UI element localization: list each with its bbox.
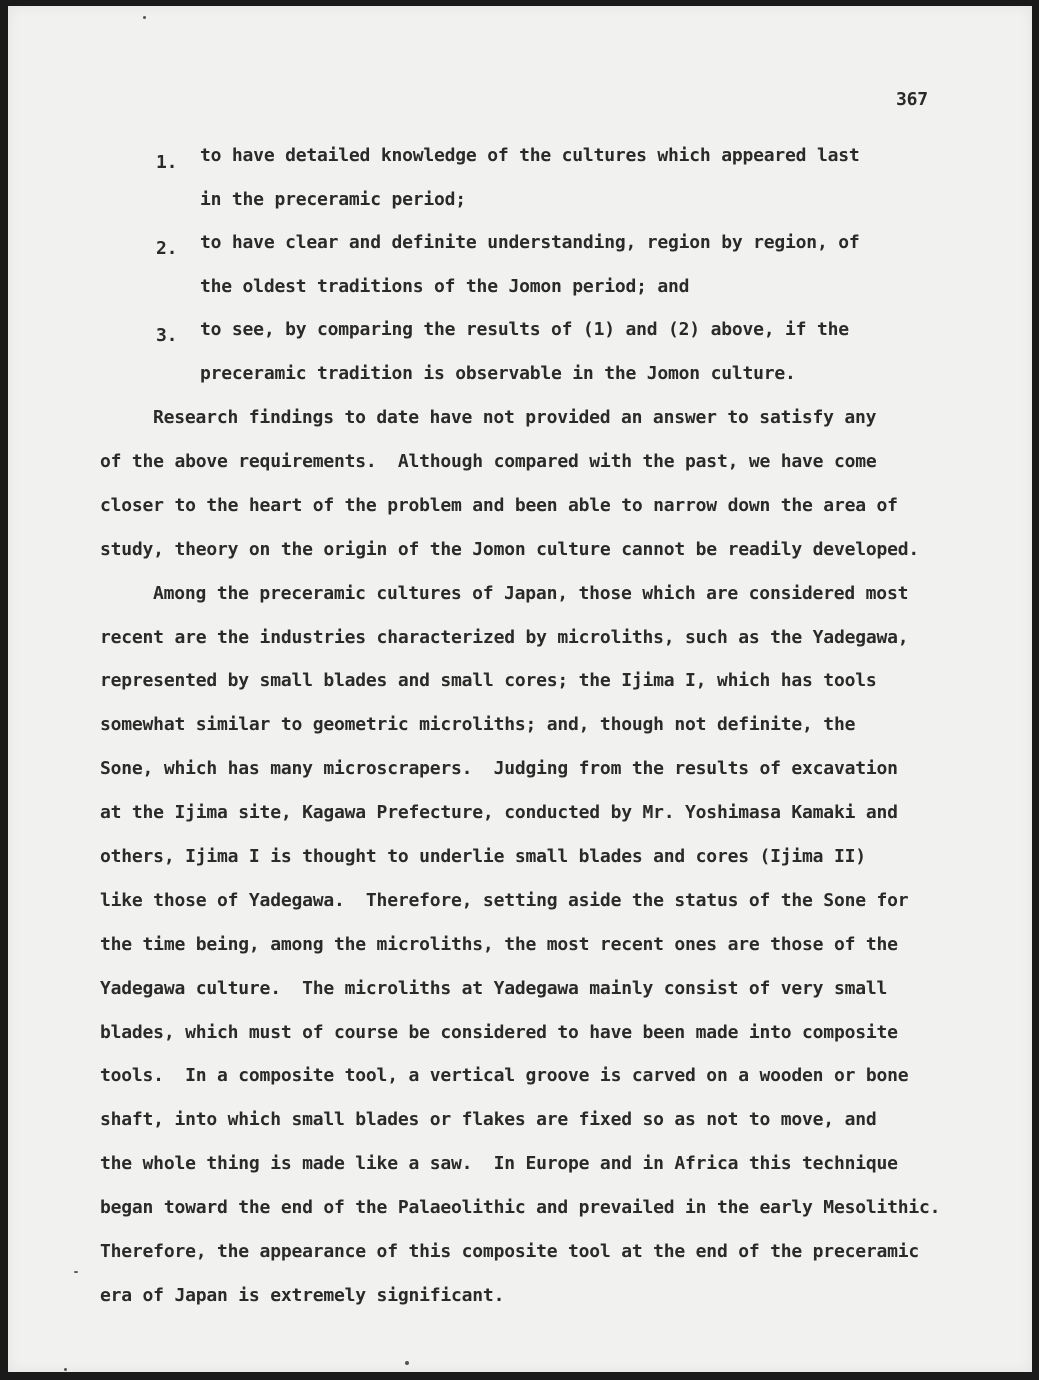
paragraph-line: era of Japan is extremely significant. [100, 1285, 505, 1306]
paragraph-line: others, Ijima I is thought to underlie small blades and cores (Ijima II) [100, 846, 866, 867]
scan-speck [405, 1361, 409, 1365]
paragraph-line: blades, which must of course be considered to have been made into composite [100, 1022, 898, 1043]
list-item-number: 3. [156, 325, 178, 346]
paragraph-line: the time being, among the microliths, the most recent ones are those of the [100, 934, 898, 955]
paragraph-line: Among the preceramic cultures of Japan, those which are considered most [153, 583, 909, 604]
paragraph-line: recent are the industries characterized by microliths, such as the Yadegawa, [100, 627, 909, 648]
list-item-line: preceramic tradition is observable in the Jomon culture. [200, 363, 796, 384]
paragraph-line: study, theory on the origin of the Jomon culture cannot be readily developed. [100, 539, 920, 560]
paragraph-line: represented by small blades and small cores; the Ijima I, which has tools [100, 670, 877, 691]
document-page [8, 6, 1032, 1372]
list-item-number: 2. [156, 238, 178, 259]
page-number: 367 [896, 89, 928, 110]
paragraph-line: Research findings to date have not provided an answer to satisfy any [153, 407, 877, 428]
scan-speck [74, 1271, 78, 1273]
scan-speck [64, 1368, 67, 1371]
paragraph-line: Therefore, the appearance of this composite tool at the end of the preceramic [100, 1241, 920, 1262]
paragraph-line: tools. In a composite tool, a vertical groove is carved on a wooden or bone [100, 1065, 909, 1086]
list-item-line: to have detailed knowledge of the cultures which appeared last [200, 145, 860, 166]
paragraph-line: shaft, into which small blades or flakes are fixed so as not to move, and [100, 1109, 877, 1130]
paragraph-line: Yadegawa culture. The microliths at Yadegawa mainly consist of very small [100, 978, 888, 999]
list-item-line: to see, by comparing the results of (1) and (2) above, if the [200, 319, 849, 340]
paragraph-line: of the above requirements. Although compared with the past, we have come [100, 451, 877, 472]
paragraph-line: began toward the end of the Palaeolithic and prevailed in the early Mesolithic. [100, 1197, 941, 1218]
scan-speck [143, 16, 146, 19]
list-item-number: 1. [156, 152, 178, 173]
paragraph-line: like those of Yadegawa. Therefore, setting aside the status of the Sone for [100, 890, 909, 911]
list-item-line: in the preceramic period; [200, 189, 466, 210]
paragraph-line: at the Ijima site, Kagawa Prefecture, conducted by Mr. Yoshimasa Kamaki and [100, 802, 898, 823]
list-item-line: the oldest traditions of the Jomon period; and [200, 276, 690, 297]
list-item-line: to have clear and definite understanding, region by region, of [200, 232, 860, 253]
paragraph-line: somewhat similar to geometric microliths; and, though not definite, the [100, 714, 856, 735]
paragraph-line: the whole thing is made like a saw. In Europe and in Africa this technique [100, 1153, 898, 1174]
paragraph-line: closer to the heart of the problem and been able to narrow down the area of [100, 495, 898, 516]
paragraph-line: Sone, which has many microscrapers. Judging from the results of excavation [100, 758, 898, 779]
